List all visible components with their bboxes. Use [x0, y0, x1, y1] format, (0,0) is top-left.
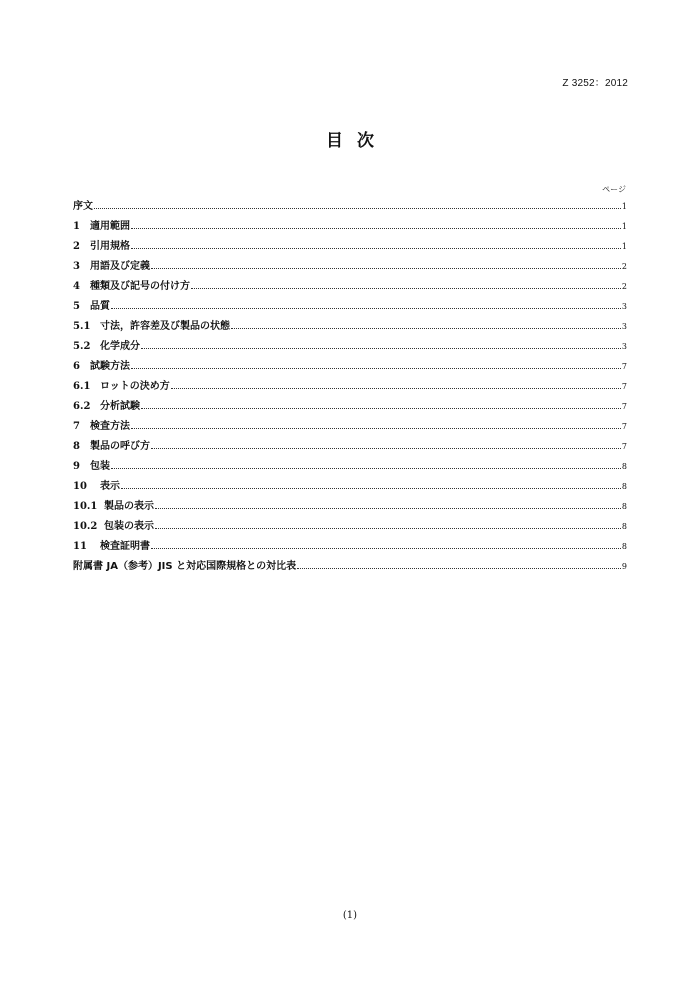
toc-entry-number: 7 — [73, 421, 80, 432]
toc-entry-number: 5.1 — [73, 321, 91, 332]
toc-entry-page: 7 — [621, 362, 627, 371]
toc-entry-page: 7 — [621, 382, 627, 391]
dot-leader — [297, 568, 621, 569]
toc-entry-page: 7 — [621, 402, 627, 411]
toc-entry-number: 5.2 — [73, 341, 91, 352]
dot-leader — [111, 308, 621, 309]
toc-entry-title: 序文 — [73, 201, 93, 212]
toc-entry-title: 試験方法 — [90, 361, 130, 372]
dot-leader — [131, 248, 621, 249]
dot-leader — [151, 548, 621, 549]
dot-leader — [111, 468, 621, 469]
page-title: 目次 — [326, 131, 388, 151]
dot-leader — [191, 288, 621, 289]
toc-entry-number: 1 — [73, 221, 80, 232]
toc-entry-8[interactable] — [73, 439, 627, 459]
toc-entry-6-2[interactable] — [73, 399, 627, 419]
dot-leader — [155, 508, 621, 509]
toc-entry-title: 検査方法 — [90, 421, 130, 432]
toc-entry-5-1[interactable] — [73, 319, 627, 339]
toc-entry-number: 10 — [73, 481, 87, 492]
toc-entry-page: 1 — [621, 242, 627, 251]
toc-entry-title: 寸法，許容差及び製品の状態 — [100, 321, 230, 332]
dot-leader — [155, 528, 621, 529]
toc-entry-7[interactable] — [73, 419, 627, 439]
toc-entry-title: 化学成分 — [100, 341, 140, 352]
toc-entry-number: 5 — [73, 301, 80, 312]
toc-entry-number: 6 — [73, 361, 80, 372]
toc-entry-page: 3 — [621, 342, 627, 351]
toc-entry-10-1[interactable] — [73, 499, 627, 519]
toc-entry-annex-ja[interactable] — [73, 559, 627, 579]
toc-entry-4[interactable] — [73, 279, 627, 299]
toc-entry-title: 表示 — [100, 481, 120, 492]
toc-entry-title: 引用規格 — [90, 241, 130, 252]
toc-entry-page: 8 — [621, 542, 627, 551]
page-column-label: ページ — [602, 185, 626, 194]
toc-entry-1[interactable] — [73, 219, 627, 239]
toc-entry-number: 6.2 — [73, 401, 91, 412]
toc-entry-number: 11 — [73, 541, 87, 552]
toc-entry-title: 用語及び定義 — [90, 261, 150, 272]
toc-entry-page: 1 — [621, 202, 627, 211]
toc-entry-6[interactable] — [73, 359, 627, 379]
toc-entry-number: 2 — [73, 241, 80, 252]
toc-entry-page: 7 — [621, 442, 627, 451]
dot-leader — [171, 388, 621, 389]
toc-entry-10[interactable] — [73, 479, 627, 499]
toc-entry-2[interactable] — [73, 239, 627, 259]
toc-entry-number: 10.1 — [73, 501, 98, 512]
dot-leader — [141, 348, 621, 349]
toc-entry-title: 種類及び記号の付け方 — [90, 281, 190, 292]
toc-entry-page: 8 — [621, 482, 627, 491]
document-code: Z 3252：2012 — [562, 78, 628, 89]
footer-page-number: (1) — [342, 910, 358, 921]
toc-entry-number: 8 — [73, 441, 80, 452]
toc-entry-3[interactable] — [73, 259, 627, 279]
toc-entry-title: 製品の呼び方 — [90, 441, 150, 452]
toc-entry-number: 9 — [73, 461, 80, 472]
toc-entry-5[interactable] — [73, 299, 627, 319]
toc-entry-9[interactable] — [73, 459, 627, 479]
toc-entry-5-2[interactable] — [73, 339, 627, 359]
toc-entry-page: 3 — [621, 322, 627, 331]
toc-entry-page: 3 — [621, 302, 627, 311]
toc-entry-page: 1 — [621, 222, 627, 231]
toc-entry-page: 2 — [621, 262, 627, 271]
toc-entry-page: 7 — [621, 422, 627, 431]
toc-entry-number: 6.1 — [73, 381, 91, 392]
toc-entry-title: 検査証明書 — [100, 541, 150, 552]
toc-entry-page: 8 — [621, 502, 627, 511]
toc-entry-page: 2 — [621, 282, 627, 291]
table-of-contents — [73, 199, 627, 579]
dot-leader — [141, 408, 621, 409]
toc-entry-title: 分析試験 — [100, 401, 140, 412]
toc-entry-page: 9 — [621, 562, 627, 571]
toc-entry-title: 附属書 JA（参考）JIS と対応国際規格との対比表 — [73, 561, 297, 572]
toc-entry-title: 品質 — [90, 301, 110, 312]
toc-entry-page: 8 — [621, 462, 627, 471]
dot-leader — [131, 428, 621, 429]
toc-entry-page: 8 — [621, 522, 627, 531]
toc-entry-10-2[interactable] — [73, 519, 627, 539]
toc-entry-preface[interactable] — [73, 199, 627, 219]
dot-leader — [131, 228, 621, 229]
toc-entry-title: 製品の表示 — [104, 501, 154, 512]
dot-leader — [231, 328, 621, 329]
toc-entry-title: ロットの決め方 — [100, 381, 170, 392]
toc-entry-number: 4 — [73, 281, 80, 292]
dot-leader — [151, 448, 621, 449]
toc-entry-11[interactable] — [73, 539, 627, 559]
toc-entry-title: 包装の表示 — [104, 521, 154, 532]
dot-leader — [94, 208, 621, 209]
dot-leader — [121, 488, 621, 489]
toc-entry-number: 10.2 — [73, 521, 98, 532]
toc-entry-title: 包装 — [90, 461, 110, 472]
dot-leader — [131, 368, 621, 369]
dot-leader — [151, 268, 621, 269]
toc-entry-number: 3 — [73, 261, 80, 272]
toc-entry-6-1[interactable] — [73, 379, 627, 399]
toc-entry-title: 適用範囲 — [90, 221, 130, 232]
